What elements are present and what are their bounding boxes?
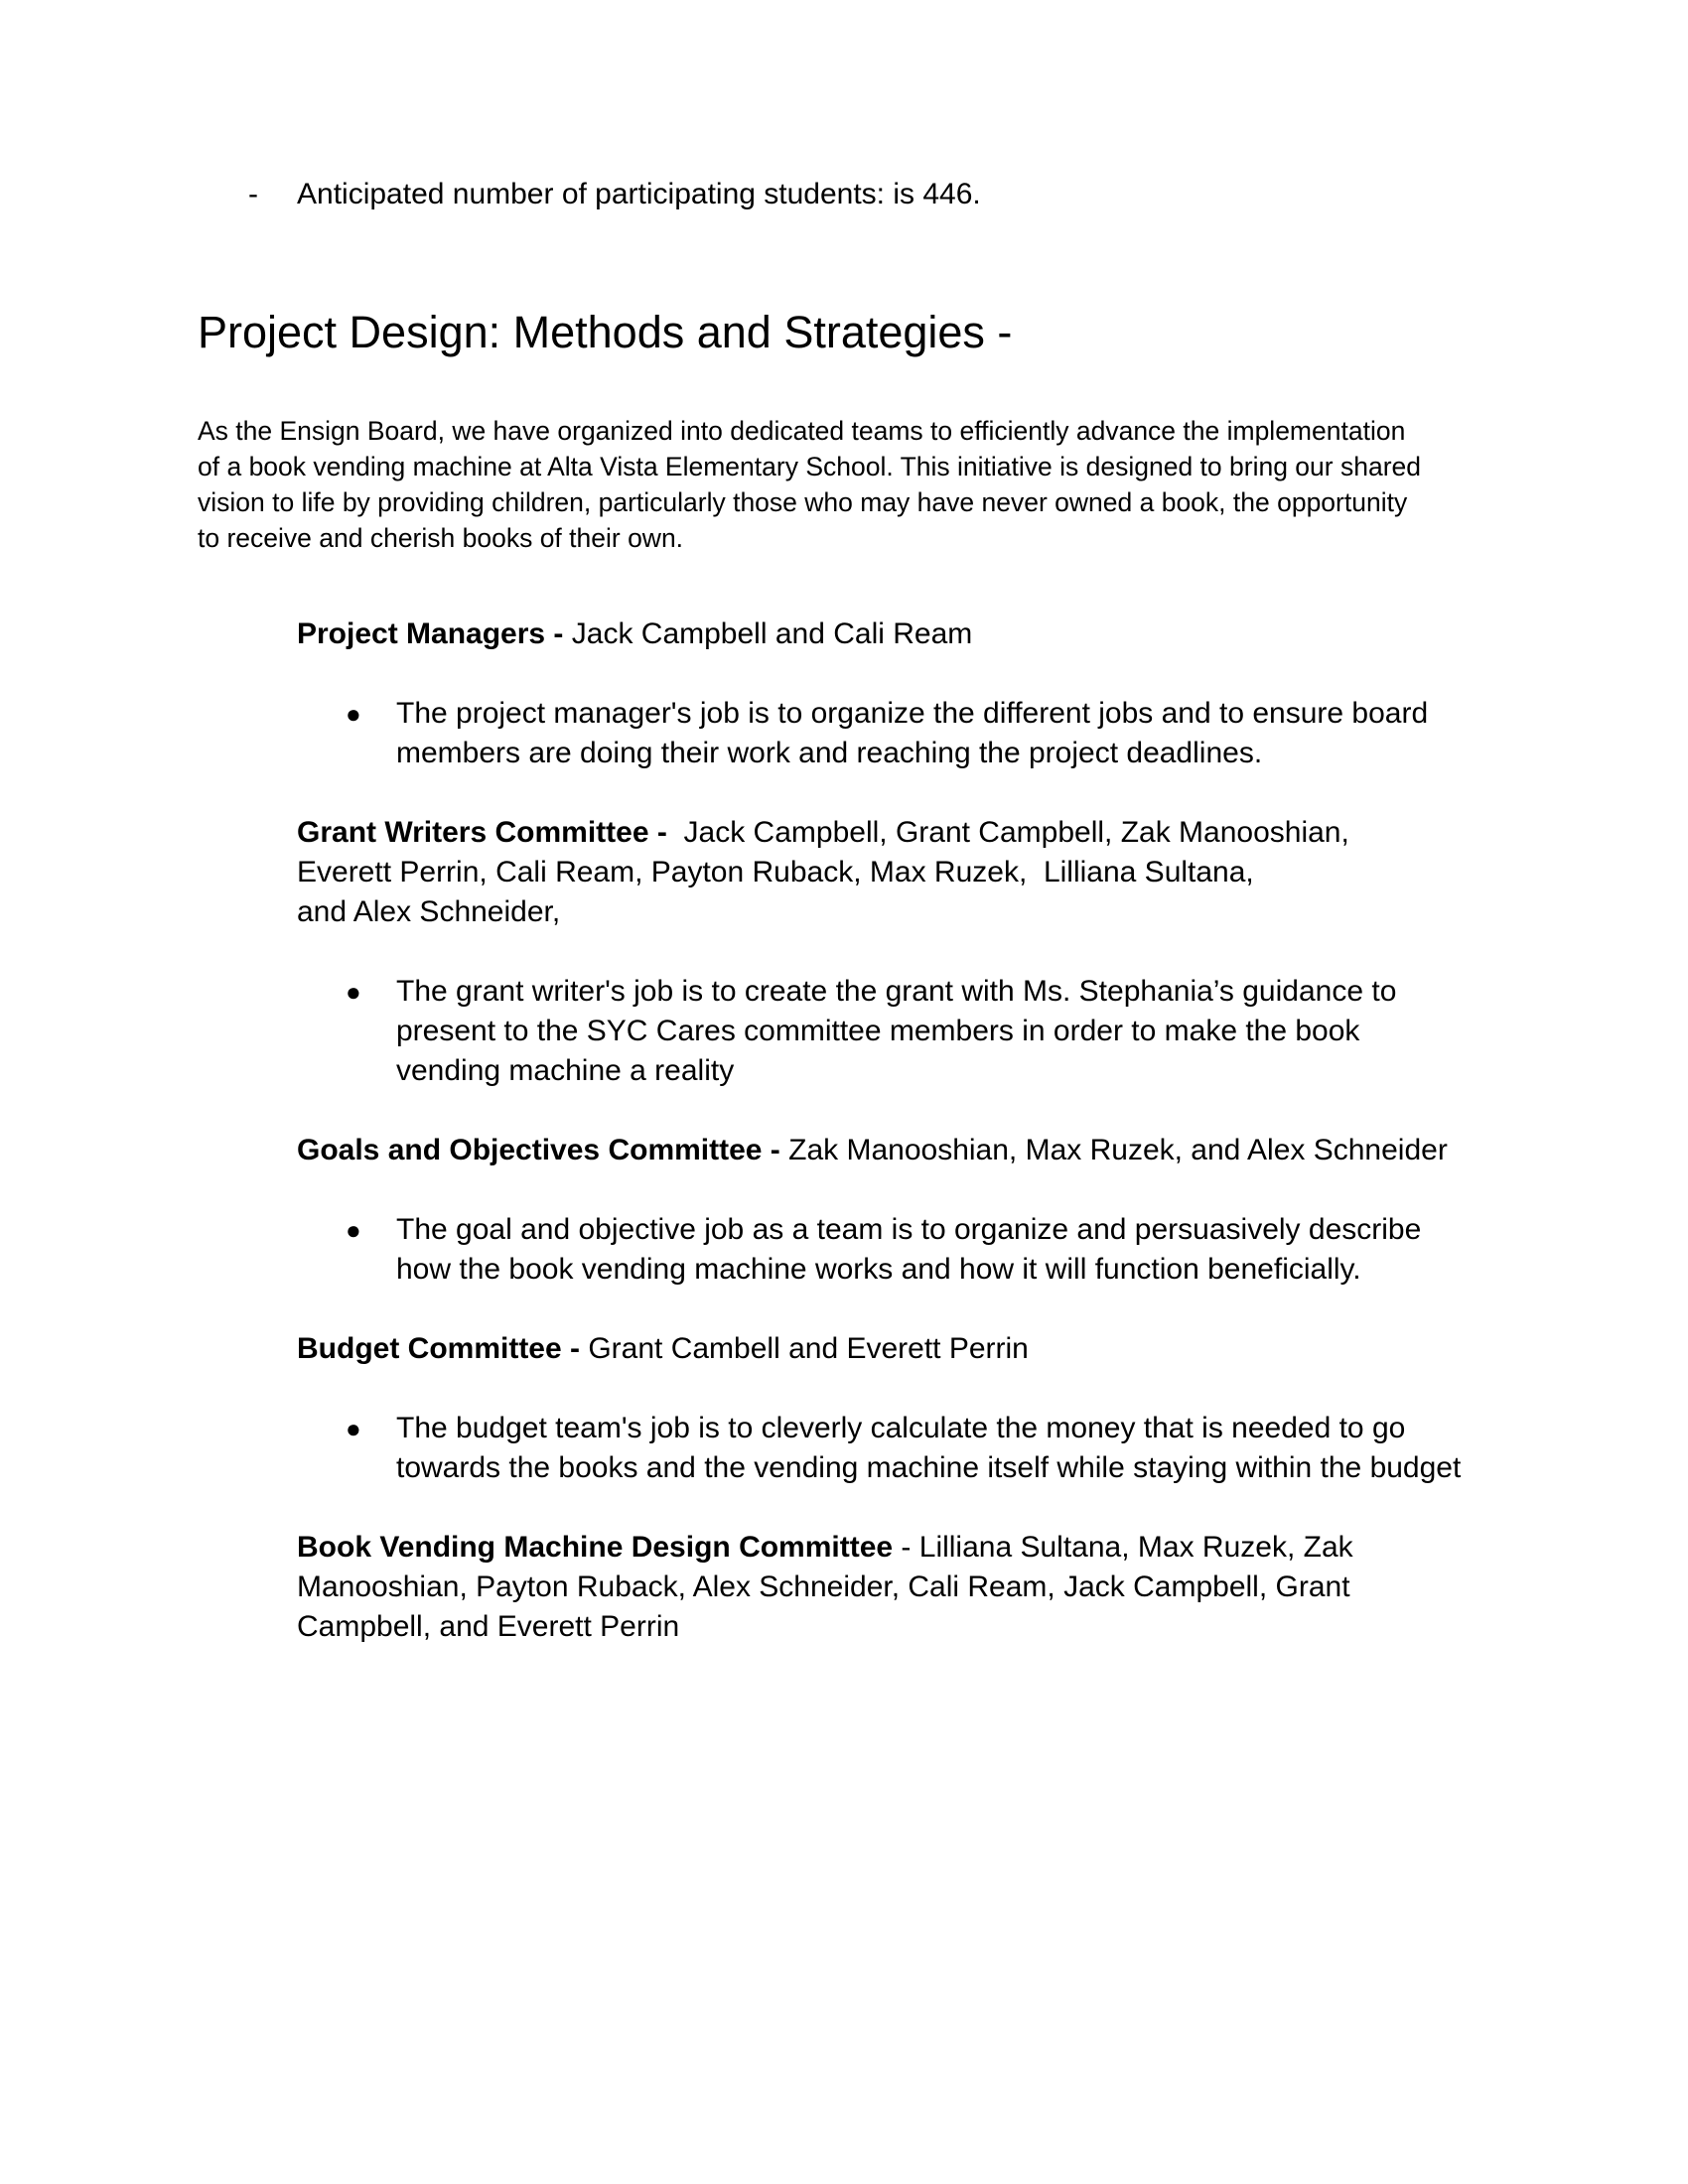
team-members: Zak Manooshian, Max Ruzek, and Alex Schneider — [779, 1134, 1448, 1166]
team-bullet-line: present to the SYC Cares committee members in order to make the book — [396, 1015, 1360, 1047]
team-bullet-line: vending machine a reality — [396, 1054, 735, 1087]
participating-students-line: Anticipated number of participating students: is 446. — [297, 178, 981, 210]
team-bullet-line: The project manager's job is to organize the different jobs and to ensure board — [396, 697, 1429, 730]
team-bullet-line: how the book vending machine works and how it will function beneficially. — [396, 1253, 1361, 1286]
team-title: Project Managers - — [297, 617, 564, 650]
intro-line: of a book vending machine at Alta Vista Elementary School. This initiative is designed to bring our shared — [198, 452, 1421, 481]
team-bullet-line: The budget team's job is to cleverly calculate the money that is needed to go — [396, 1412, 1406, 1444]
team-members: Jack Campbell, Grant Campbell, Zak Manooshian, — [666, 816, 1349, 849]
team-members-line: Manooshian, Payton Ruback, Alex Schneider, Cali Ream, Jack Campbell, Grant — [297, 1570, 1350, 1603]
team-header — [297, 614, 972, 655]
team-bullet-line: The goal and objective job as a team is to organize and persuasively describe — [396, 1213, 1422, 1246]
bullet-icon: ● — [346, 1414, 361, 1443]
team-header — [297, 1131, 1448, 1171]
team-bullet-line: towards the books and the vending machine itself while staying within the budget — [396, 1451, 1462, 1484]
team-members-line: and Alex Schneider, — [297, 895, 561, 928]
intro-line: vision to life by providing children, particularly those who may have never owned a book, the opportunity — [198, 487, 1408, 517]
team-bullet-line: The grant writer's job is to create the grant with Ms. Stephania’s guidance to — [396, 975, 1397, 1008]
team-title: Goals and Objectives Committee - — [297, 1134, 780, 1166]
team-header — [297, 1329, 1029, 1370]
team-members: Grant Cambell and Everett Perrin — [580, 1332, 1029, 1365]
bullet-icon: ● — [346, 977, 361, 1007]
team-header — [297, 1528, 1353, 1569]
list-dash-marker: - — [248, 178, 258, 210]
team-members-line: Campbell, and Everett Perrin — [297, 1610, 680, 1643]
team-header — [297, 813, 1349, 854]
intro-line: to receive and cherish books of their own. — [198, 523, 684, 553]
team-members: Jack Campbell and Cali Ream — [563, 617, 973, 650]
team-title: Budget Committee - — [297, 1332, 580, 1365]
intro-line: As the Ensign Board, we have organized into dedicated teams to efficiently advance the implementation — [198, 416, 1406, 446]
bullet-icon: ● — [346, 699, 361, 729]
team-title: Grant Writers Committee - — [297, 816, 667, 849]
team-title: Book Vending Machine Design Committee — [297, 1531, 894, 1564]
team-members: - Lilliana Sultana, Max Ruzek, Zak — [893, 1531, 1353, 1564]
team-bullet-line: members are doing their work and reaching the project deadlines. — [396, 737, 1263, 769]
bullet-icon: ● — [346, 1215, 361, 1245]
section-heading: Project Design: Methods and Strategies - — [198, 307, 1013, 357]
team-members-line: Everett Perrin, Cali Ream, Payton Ruback, Max Ruzek, Lilliana Sultana, — [297, 856, 1254, 888]
